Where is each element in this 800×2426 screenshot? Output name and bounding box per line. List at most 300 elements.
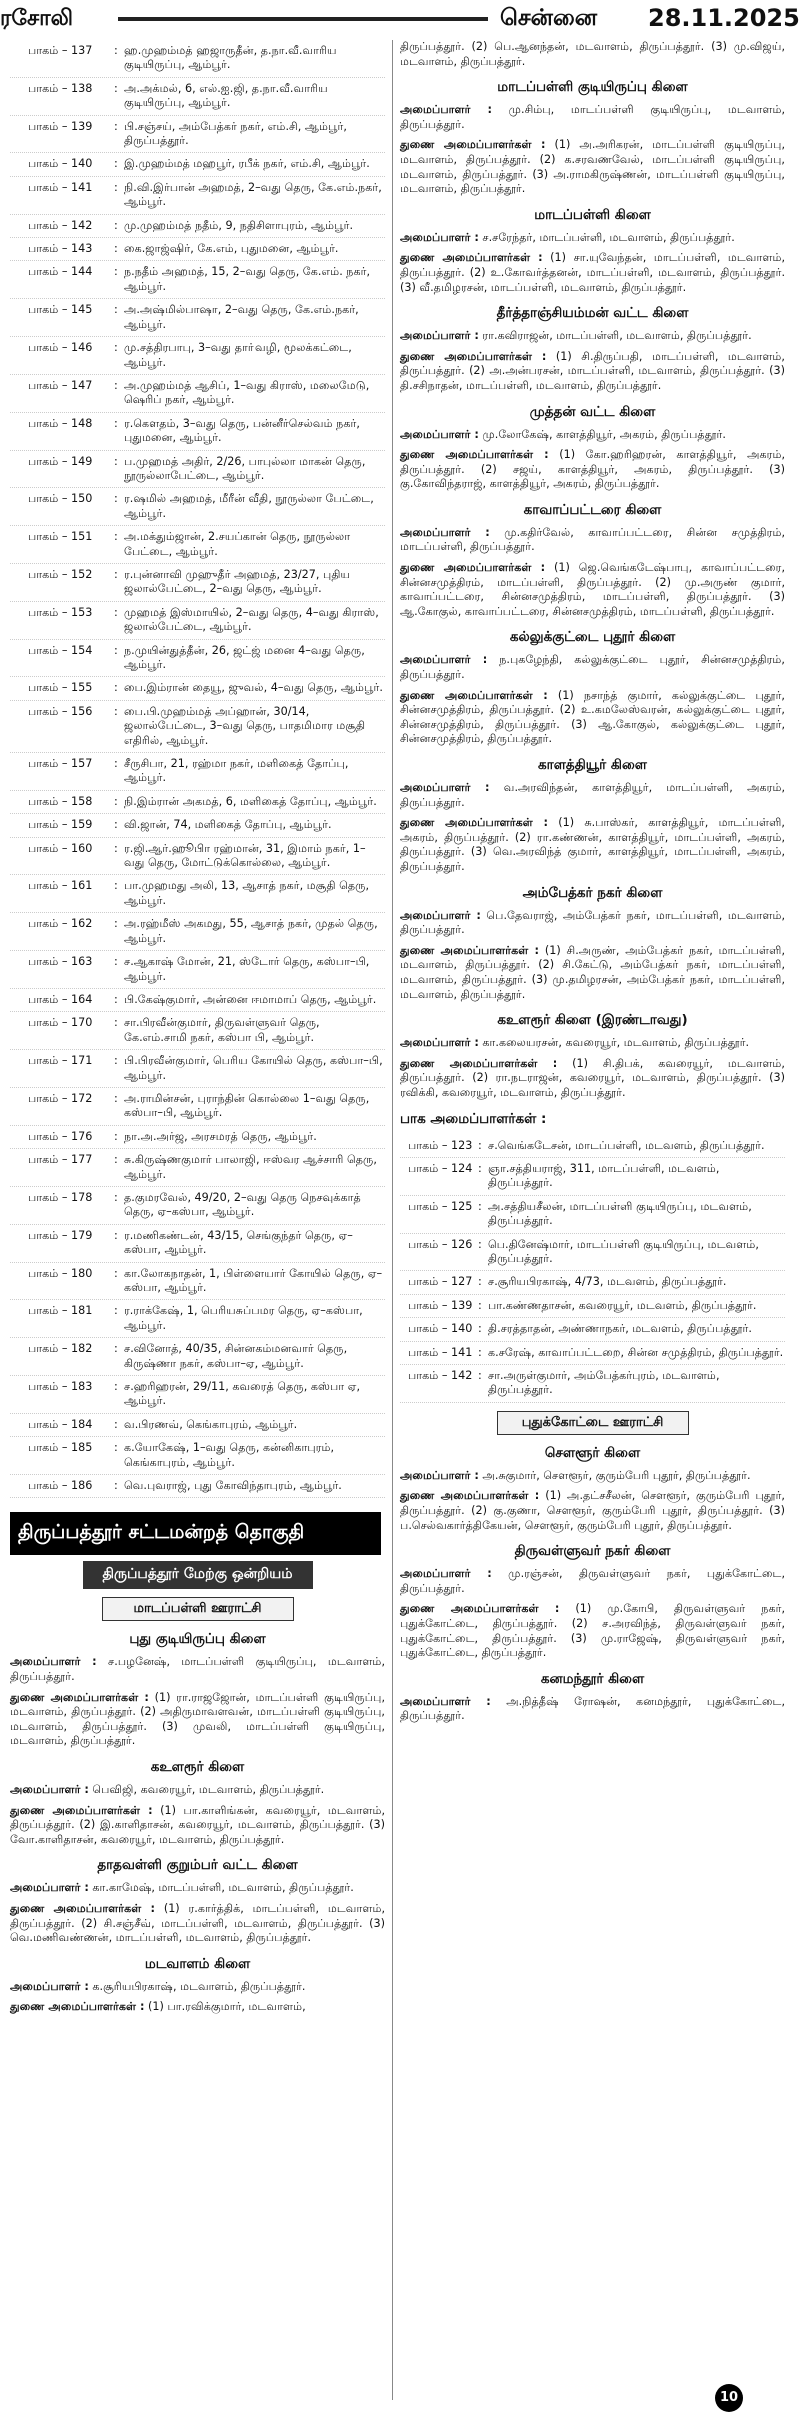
bagam-row [10, 1050, 385, 1088]
bagam-member: அ.முஹம்மத் ஆசிப், 1–வது கிராஸ், மலைமேடு, ஷெரிப் நகர், ஆம்பூர். [124, 378, 370, 407]
bagam-number: பாகம் – 157 [28, 757, 93, 771]
bagam-row [10, 488, 385, 526]
bagam-separator: : [114, 454, 118, 468]
role-members: (1) கோ.ஹரிஹரன், காளத்தியூர், அகரம், திருப்பத்தூர். (2) சஜய், காளத்தியூர், அகரம், திருப்பத்தூர். (3) கு.கோவிந்தராஜ், காளத்தியூர், அகரம், திருப்பத்தூர். [400, 448, 786, 491]
right-bagam-list [400, 1135, 785, 1403]
branch-paragraph [400, 251, 785, 295]
bagam-separator: : [478, 1298, 482, 1312]
bagam-number: பாகம் – 125 [408, 1199, 473, 1213]
branch-title: கஉளரூர் கிளை [150, 1759, 245, 1776]
bagam-member: சா.பிரவீன்குமார், திருவள்ளுவர் தெரு, கே.எம்.சாமி நகர், கஸ்பா பி, ஆம்பூர். [124, 1016, 320, 1044]
bagam-row [10, 791, 385, 814]
newspaper-name: ரசோலி [0, 6, 74, 31]
role-members: ரா.கவிராஜன், மாடப்பள்ளி, மடவாளம், திருப்பத்தூர். [478, 329, 752, 343]
bagam-separator: : [114, 44, 118, 57]
bagam-row [10, 1376, 385, 1414]
bagam-separator: : [478, 1275, 482, 1289]
bagam-number: பாகம் – 127 [408, 1275, 473, 1289]
bagam-member: ர.ஷமில் அஹமத், மீரீன் வீதி, நூருல்லா பேட்டை, ஆம்பூர். [124, 492, 374, 520]
branch-paragraph [400, 1036, 785, 1051]
role-members: அ.சுகுமார், சௌளூர், குரும்பேரி புதூர், திருப்பத்தூர். [478, 1468, 751, 1482]
bagam-row [10, 814, 385, 837]
role-label: அமைப்பாளர் : [400, 1694, 491, 1708]
bagam-number: பாகம் – 153 [28, 605, 93, 619]
bagam-separator: : [114, 1091, 118, 1105]
bagam-member: வெ.புவராஜ், புது கோவிந்தாபுரம், ஆம்பூர். [124, 1479, 342, 1493]
role-members: கா.கலையரசன், கவரையூர், மடவாளம், திருப்பத்தூர். [478, 1036, 750, 1050]
column-divider [392, 40, 393, 2400]
bagam-row [10, 1012, 385, 1050]
bagam-number: பாகம் – 140 [28, 157, 93, 171]
bagam-number: பாகம் – 186 [28, 1479, 93, 1493]
bagam-row [10, 413, 385, 451]
role-members: கா.காமேஷ், மாடப்பள்ளி, மடவாளம், திருப்பத்தூர். [88, 1881, 354, 1895]
bagam-member: பை.இம்ரான் தையூ, ஜுவல், 4–வது தெரு, ஆம்பூர். [124, 681, 383, 695]
bagam-number: பாகம் – 184 [28, 1417, 93, 1431]
bagam-number: பாகம் – 176 [28, 1129, 93, 1143]
branch-paragraph [400, 231, 785, 246]
bagam-separator: : [114, 265, 118, 279]
bagam-member: பா.கண்ணதாசன், கவரையூர், மடவளம், திருப்பத்தூர். [488, 1298, 757, 1312]
bagam-row [400, 1295, 785, 1318]
branch-title: திருவள்ளுவர் நகர் கிளை [514, 1543, 671, 1560]
bagam-number: பாகம் – 164 [28, 992, 93, 1006]
bagam-number: பாகம் – 150 [28, 492, 93, 506]
bagam-row [10, 1414, 385, 1437]
bagam-separator: : [478, 1322, 482, 1336]
bagam-separator: : [114, 879, 118, 893]
bagam-number: பாகம் – 180 [28, 1266, 93, 1280]
bagam-separator: : [114, 1054, 118, 1068]
bagam-row [10, 701, 385, 753]
bagam-separator: : [114, 1304, 118, 1318]
branch-paragraph [10, 1902, 385, 1946]
role-label: அமைப்பாளர் : [400, 781, 490, 794]
bagam-row [400, 1234, 785, 1272]
bagam-member: வ.பிரணவ், கெங்காபுரம், ஆம்பூர். [124, 1417, 298, 1431]
left-bagam-list [10, 40, 385, 1498]
role-label: துணை அமைப்பாளர்கள் : [400, 688, 548, 702]
branch-paragraph [400, 428, 785, 443]
bagam-member: சு.கிருஷ்ணகுமார் பாலாஜி, ஈஸ்வர ஆச்சாரி தெரு, ஆம்பூர். [124, 1153, 377, 1181]
branch-paragraph [400, 909, 785, 938]
bagam-number: பாகம் – 141 [408, 1345, 473, 1359]
bagam-number: பாகம் – 151 [28, 530, 93, 544]
left-column [10, 40, 385, 2021]
bagam-separator: : [114, 1479, 118, 1493]
right-branches-a [400, 79, 785, 1100]
branch-paragraph [400, 103, 785, 132]
bagam-separator: : [114, 492, 118, 506]
role-label: அமைப்பாளர் : [10, 1655, 97, 1669]
bagam-separator: : [114, 567, 118, 581]
bagam-member: கை.ஜாஜ்ஷிர், கே.எம், புதுமனை, ஆம்பூர். [124, 242, 339, 256]
branch-title: காவாப்பட்டரை கிளை [523, 501, 662, 518]
branch-paragraph [400, 1602, 785, 1660]
bagam-row [10, 177, 385, 215]
bagam-member: முஹமத் இஸ்மாயில், 2–வது தெரு, 4–வது கிராஸ், ஜலால்பேட்டை, ஆம்பூர். [124, 605, 379, 634]
bagam-member: பி.பிரவீன்குமார், பெரிய கோயில் தெரு, கஸ்பா–பி, ஆம்பூர். [124, 1054, 383, 1082]
bagam-row [10, 526, 385, 564]
bagam-number: பாகம் – 140 [408, 1322, 473, 1336]
role-members: (1) சி.அருண், அம்பேத்கர் நகர், மாடப்பள்ளி, மடவாளம், திருப்பத்தூர். (2) சி.கேட்டு, அம்பேத்கர் நகர், மாடப்பள்ளி, மடவாளம், திருப்பத்தூர். (3) மு.தமிழரசன், அம்பேத்கர் நகர், மாடப்பள்ளி, மடவாளம், திருப்பத்தூர். [400, 943, 785, 1001]
edition-date: 28.11.2025 [648, 4, 800, 32]
branch-paragraph [400, 526, 785, 555]
role-members: (1) மு.கோபி, திருவள்ளுவர் நகர், புதுக்கோட்டை, திருப்பத்தூர். (2) ச.அரவிந்த், திருவள்ளுவர் நகர், புதுக்கோட்டை, திருப்பத்தூர். (3) மு.ராஜேஷ், திருவள்ளுவர் நகர், புதுக்கோட்டை, திருப்பத்தூர். [400, 1602, 786, 1660]
bagam-row [10, 116, 385, 154]
branch-title: தாதவள்ளி குறும்பர் வட்ட கிளை [97, 1857, 298, 1874]
bagam-number: பாகம் – 148 [28, 416, 93, 430]
role-members: ச.சரேந்தர், மாடப்பள்ளி, மடவாளம், திருப்பத்தூர். [478, 230, 735, 244]
bagam-separator: : [114, 157, 118, 171]
bagam-separator: : [114, 1153, 118, 1167]
role-members: மு.ரஞ்சன், திருவள்ளுவர் நகர், புதுக்கோட்டை, திருப்பத்தூர். [400, 1567, 786, 1595]
bagam-row [10, 564, 385, 602]
bagam-number: பாகம் – 163 [28, 955, 93, 969]
bagam-separator: : [114, 704, 118, 718]
panchayat-label-2: புதுக்கோட்டை ஊராட்சி [497, 1411, 689, 1435]
bagam-number: பாகம் – 160 [28, 841, 93, 855]
bagam-number: பாகம் – 155 [28, 681, 93, 695]
bagam-number: பாகம் – 142 [408, 1368, 473, 1382]
branch-title: சௌளூர் கிளை [544, 1444, 641, 1461]
bagam-number: பாகம் – 183 [28, 1380, 93, 1394]
page-header [0, 0, 800, 38]
role-members: (1) பா.காளிங்கன், கவரையூர், மடவாளம், திருப்பத்தூர். (2) இ.காளிதாசன், கவரையூர், மடவாளம், திருப்பத்தூர். (3) வோ.காளிதாசன், கவரையூர், மடவாளம், திருப்பத்தூர். [10, 1803, 385, 1846]
bagam-member: க.சரேஷ், காவாப்பட்டறை, சின்ன சமுத்திரம், திருப்பத்தூர். [488, 1345, 784, 1359]
bagam-row [10, 1437, 385, 1475]
right-column [400, 40, 785, 1730]
role-label: அமைப்பாளர் : [400, 525, 490, 539]
bagam-separator: : [114, 794, 118, 808]
bagam-row [10, 40, 385, 78]
bagam-row [10, 153, 385, 176]
branch-title: காளத்தியூர் கிளை [538, 757, 647, 773]
bagam-member: பெ.தினேஷ்மார், மாடப்பள்ளி குடியிருப்பு, மடவளம், திருப்பத்தூர். [488, 1237, 759, 1265]
role-members: அ.நித்தீஷ் ரோஷன், கனமந்தூர், புதுக்கோட்டை, திருப்பத்தூர். [400, 1694, 785, 1723]
bagam-member: ச.வினோத், 40/35, சின்னகம்மனவார் தெரு, கிருஷ்ணா நகர், கஸ்பா–ஏ, ஆம்பூர். [124, 1342, 348, 1370]
branch-paragraph [10, 1980, 385, 1995]
branch-title: மாடப்பள்ளி கிளை [534, 206, 651, 223]
left-branches [10, 1631, 385, 2015]
bagam-row [10, 1475, 385, 1498]
bagam-member: த.குமரவேல், 49/20, 2–வது தெரு நெசவுக்காத் தெரு, ஏ–கஸ்பா, ஆம்பூர். [124, 1190, 361, 1219]
role-members: (1) ர.கார்த்திக், மாடப்பள்ளி, மடவாளம், திருப்பத்தூர். (2) சி.சஞ்சீவ், மாடப்பள்ளி, மடவாளம், திருப்பத்தூர். (3) வெ.மணிவண்ணன், மாடப்பள்ளி, மடவாளம், திருப்பத்தூர். [10, 1902, 385, 1945]
branch-paragraph [400, 653, 785, 682]
role-members: வ.அரவிந்தன், காளத்தியூர், மாடப்பள்ளி, அகரம், திருப்பத்தூர். [400, 781, 786, 809]
bagam-member: அ.மக்தும்ஜான், 2.சயப்கான் தெரு, நூருல்லா பேட்டை, ஆம்பூர். [124, 530, 351, 558]
bagam-separator: : [114, 1190, 118, 1204]
role-label: துணை அமைப்பாளர்கள் : [10, 2000, 145, 2014]
bagam-member: ப.முஹமத் அதிர், 2/26, பாபுல்லா மாகன் தெரு, நூருல்லாபேட்டை, ஆம்பூர். [124, 454, 366, 482]
bagam-member: ஞா.சத்தியராஜ், 311, மாடப்பள்ளி, மடவளம், திருப்பத்தூர். [488, 1161, 720, 1190]
bagam-member: க.யோகேஷ், 1–வது தெரு, கன்னிகாபுரம், கெங்காபுரம், ஆம்பூர். [124, 1441, 335, 1469]
bagam-number: பாகம் – 142 [28, 218, 93, 232]
union-banner: திருப்பத்தூர் மேற்கு ஒன்றியம் [83, 1561, 313, 1589]
role-label: அமைப்பாளர் : [10, 1979, 89, 1993]
branch-title: அம்பேத்கர் நகர் கிளை [522, 884, 663, 901]
role-label: துணை அமைப்பாளர்கள் : [10, 1803, 153, 1817]
bagam-row [10, 677, 385, 700]
role-label: துணை அமைப்பாளர்கள் : [10, 1690, 149, 1704]
bagam-separator: : [114, 1417, 118, 1431]
bagam-number: பாகம் – 182 [28, 1342, 93, 1356]
bagam-member: வி.ஜான், 74, மளிகைத் தோப்பு, ஆம்பூர். [124, 818, 332, 832]
bagam-number: பாகம் – 126 [408, 1237, 473, 1251]
bagam-row [10, 261, 385, 299]
branch-paragraph [400, 1057, 785, 1101]
bagam-separator: : [114, 378, 118, 392]
bagam-separator: : [114, 818, 118, 832]
bagam-separator: : [114, 681, 118, 695]
branch-title: கஉளரூர் கிளை (இரண்டாவது) [497, 1012, 688, 1029]
right-branches-b [400, 1445, 785, 1724]
bagam-row [10, 875, 385, 913]
role-members: (1) அ.தட்சசீலன், சௌளூர், குரும்பேரி புதூர், திருப்பத்தூர். (2) கு.குணா, சௌளூர், குரும்பேரி புதூர், திருப்பத்தூர். (3) ப.செல்வகார்த்திகேயன், சௌளூர், குரும்பேரி புதூர், திருப்பத்தூர். [400, 1489, 785, 1532]
role-label: துணை அமைப்பாளர்கள் : [400, 816, 548, 830]
bagam-member: ஹ.முஹம்மத் ஹஜாருதீன், த.நா.வீ.வாரிய குடியிருப்பு, ஆம்பூர். [124, 44, 337, 72]
bagam-row [10, 451, 385, 489]
bagam-number: பாகம் – 147 [28, 378, 93, 392]
bagam-row [10, 913, 385, 951]
bagam-row [400, 1365, 785, 1403]
bagam-number: பாகம் – 158 [28, 794, 93, 808]
role-members: மு.லோகேஷ், காளத்தியூர், அகரம், திருப்பத்தூர். [478, 427, 726, 441]
bagam-number: பாகம் – 170 [28, 1016, 93, 1030]
bagam-separator: : [114, 1228, 118, 1242]
bagam-member: அ.அஷ்மில்பாஷா, 2–வது தெரு, கே.எம்.நகர், ஆம்பூர். [124, 303, 359, 331]
bagam-number: பாகம் – 149 [28, 454, 93, 468]
bagam-member: ர.புன்னாவி முஹுதீர் அஹமத், 23/27, புதிய ஜலால்பேட்டை, 2–வது தெரு, ஆம்பூர். [124, 567, 351, 596]
branch-paragraph [10, 2000, 385, 2015]
bagam-row [400, 1318, 785, 1341]
bagam-separator: : [114, 841, 118, 855]
bagam-number: பாகம் – 185 [28, 1441, 93, 1455]
bagam-number: பாகம் – 179 [28, 1228, 93, 1242]
bagam-number: பாகம் – 172 [28, 1091, 93, 1105]
bagam-row [10, 753, 385, 791]
constituency-banner: திருப்பத்தூர் சட்டமன்றத் தொகுதி [10, 1512, 381, 1555]
bagam-row [10, 299, 385, 337]
bagam-separator: : [114, 119, 118, 133]
role-label: அமைப்பாளர் : [400, 908, 481, 922]
bagam-number: பாகம் – 139 [28, 119, 93, 133]
role-label: அமைப்பாளர் : [400, 653, 488, 667]
bagam-separator: : [478, 1368, 482, 1382]
bagam-separator: : [114, 1380, 118, 1394]
bagam-row [400, 1196, 785, 1234]
branch-paragraph [10, 1804, 385, 1848]
bagam-separator: : [114, 1342, 118, 1356]
role-members: (1) ஜெ.வெங்கடேஷ்பாபு, காவாப்பட்டரை, சின்னசமுத்திரம், மாடப்பள்ளி, திருப்பத்தூர். (2) மு.அருண் குமார், காவாப்பட்டரை, சின்னசமுத்திரம், மாடப்பள்ளி, திருப்பத்தூர். (3) ஆ.கோகுல், காவாப்பட்டரை, சின்னசமுத்திரம், மாடப்பள்ளி, திருப்பத்தூர். [400, 561, 785, 618]
branch-paragraph [400, 561, 785, 619]
bagam-separator: : [114, 303, 118, 317]
branch-paragraph [400, 1695, 785, 1724]
bagam-member: ச.வெங்கடேசன், மாடப்பள்ளி, மடவளம், திருப்பத்தூர். [488, 1138, 765, 1152]
bagam-number: பாகம் – 141 [28, 180, 93, 194]
bagam-number: பாகம் – 143 [28, 242, 93, 256]
branch-title: தீர்த்தாஞ்சியம்மன் வட்ட கிளை [496, 305, 689, 322]
bagam-member: இ.முஹம்மத் மஹபூர், ரபீக் நகர், எம்.சி, ஆம்பூர். [124, 157, 370, 171]
bagam-separator: : [114, 605, 118, 619]
bagam-member: மு.சத்திரபாபு, 3–வது தாா்வழி, மூலக்கட்டை, ஆம்பூர். [124, 341, 352, 369]
branch-paragraph [400, 138, 785, 196]
bagam-member: பா.முஹமது அலி, 13, ஆசாத் நகர், மசூதி தெரு, ஆம்பூர். [124, 879, 370, 907]
bagam-number: பாகம் – 177 [28, 1153, 93, 1167]
role-label: அமைப்பாளர் : [400, 230, 479, 244]
bagam-separator: : [478, 1237, 482, 1251]
bagam-member: ச.ஆகாஷ் மோன், 21, ஸ்டோர் தெரு, கஸ்பா–பி, ஆம்பூர். [124, 955, 370, 983]
bagam-number: பாகம் – 144 [28, 265, 93, 279]
bagam-number: பாகம் – 181 [28, 1304, 93, 1318]
bagam-separator: : [114, 530, 118, 544]
role-label: அமைப்பாளர் : [400, 1468, 479, 1482]
role-members: மு.சிம்பு, மாடப்பள்ளி குடியிருப்பு, மடவாளம், திருப்பத்தூர். [400, 103, 785, 131]
branch-paragraph [400, 1469, 785, 1484]
bagam-number: பாகம் – 178 [28, 1190, 93, 1204]
bagam-member: ர.ஜி.ஆர்.ஹூபிா ரஹ்மான், 31, இமாம் நகர், 1–வது தெரு, மோட்டுக்கொல்லை, ஆம்பூர். [124, 841, 366, 870]
bagam-row [10, 1088, 385, 1126]
bagam-separator: : [114, 1266, 118, 1280]
role-label: அமைப்பாளர் : [10, 1783, 89, 1797]
bagam-number: பாகம் – 171 [28, 1054, 93, 1068]
role-label: துணை அமைப்பாளர்கள் : [400, 943, 540, 957]
bagam-number: பாகம் – 162 [28, 917, 93, 931]
bagam-separator: : [478, 1199, 482, 1213]
bagam-separator: : [478, 1138, 482, 1152]
branch-paragraph [400, 816, 785, 874]
edition-city: சென்னை [500, 5, 598, 31]
bagam-row [400, 1271, 785, 1294]
bagam-member: ந.முயின்துத்தீன், 26, ஜட்ஜ் மனை 4–வது தெரு, ஆம்பூர். [124, 643, 365, 671]
branch-paragraph [10, 1655, 385, 1684]
branch-paragraph [400, 1489, 785, 1533]
bagam-member: சா.அருள்குமார், அம்பேத்கர்புரம், மடவாளம், திருப்பத்தூர். [488, 1368, 720, 1397]
bagam-member: அ.அக்மல், 6, எல்.ஐ.ஜி, த.நா.வீ.வாரிய குடியிருப்பு, ஆம்பூர். [124, 81, 328, 110]
role-label: துணை அமைப்பாளர்கள் : [10, 1902, 156, 1915]
bagam-member: அ.ரஹ்மீஸ் அகமது, 55, ஆசாத் நகர், முதல் தெரு, ஆம்பூர். [124, 917, 378, 945]
bagam-row [10, 1263, 385, 1301]
role-label: துணை அமைப்பாளர்கள் : [400, 251, 543, 265]
bagam-row [10, 1126, 385, 1149]
bagam-member: நா.அ.அர்ஜ, அரசமரத் தெரு, ஆம்பூர். [124, 1129, 317, 1143]
role-label: துணை அமைப்பாளர்கள் : [400, 448, 549, 462]
bagam-member: அ.ராமின்சன், புராந்தின் கொல்லை 1–வது தெரு, கஸ்பா–பி, ஆம்பூர். [124, 1091, 370, 1120]
bagam-separator: : [114, 1129, 118, 1143]
branch-title: கனமந்தூர் கிளை [540, 1670, 645, 1687]
branch-title: புது குடியிருப்பு கிளை [129, 1631, 266, 1648]
branch-title: மாடப்பள்ளி குடியிருப்பு கிளை [497, 79, 688, 96]
role-label: அமைப்பாளர் : [400, 103, 492, 117]
role-label: அமைப்பாளர் : [400, 329, 479, 343]
bagam-separator: : [114, 180, 118, 194]
bagam-row [10, 640, 385, 678]
bagam-number: பாகம் – 152 [28, 567, 93, 581]
bagam-member: அ.சத்தியசீலன், மாடப்பள்ளி குடியிருப்பு, மடவளம், திருப்பத்தூர். [488, 1199, 752, 1228]
bagam-member: தி.சரத்தாதன், அண்ணாநகர், மடவளம், திருப்பத்தூர். [488, 1322, 752, 1336]
bagam-row [10, 375, 385, 413]
branch-paragraph [400, 448, 785, 492]
bagam-separator: : [478, 1345, 482, 1359]
bagam-row [10, 215, 385, 238]
bagam-row [10, 989, 385, 1012]
role-members: மு.கதிர்வேல், காவாப்பட்டரை, சின்ன சமுத்திரம், மாடப்பள்ளி, திருப்பத்தூர். [400, 525, 785, 554]
bagam-member: பை.பி.முஹம்மத் அப்ஹான், 30/14, ஜலால்பேட்டை, 3–வது தெரு, பாதமிமார மசூதி எதிரில், ஆம்பூர். [124, 704, 366, 747]
bagam-separator: : [114, 242, 118, 256]
role-label: துணை அமைப்பாளர்கள் : [400, 1489, 540, 1503]
role-label: துணை அமைப்பாளர்கள் : [400, 349, 547, 363]
branch-paragraph [400, 944, 785, 1002]
branch-paragraph [10, 1691, 385, 1749]
branch-paragraph [400, 350, 785, 394]
bagam-number: பாகம் – 139 [408, 1298, 473, 1312]
bagam-row [10, 1149, 385, 1187]
bagam-member: பி.கேஷ்குமார், அன்னை ஈமாமாப் தெரு, ஆம்பூர். [124, 992, 377, 1006]
bagam-separator: : [114, 757, 118, 771]
bagam-member: ர.ராக்கேஷ், 1, பெரியசுப்பமர தெரு, ஏ–கஸ்பா, ஆம்பூர். [124, 1304, 363, 1332]
bagam-member: ச.ஹரிஹரன், 29/11, கவரைத் தெரு, கஸ்பா ஏ, ஆம்பூர். [124, 1380, 361, 1408]
role-members: (1) பா.ரவிக்குமார், மடவாளம், [144, 2000, 306, 2014]
branch-paragraph [400, 781, 785, 810]
role-label: துணை அமைப்பாளர்கள் : [400, 138, 546, 152]
role-members: ந.புகழேந்தி, கல்லுக்குட்டை புதூர், சின்னசமுத்திரம், திருப்பத்தூர். [400, 653, 785, 682]
branch-paragraph [400, 689, 785, 747]
bagam-separator: : [114, 992, 118, 1006]
role-members: (1) நசாந்த் குமார், கல்லுக்குட்டை புதூர், சின்னசமுத்திரம், திருப்பத்தூர். (2) உ.கமலேஸ்வரன், கல்லுக்குட்டை புதூர், சின்னசமுத்திரம், திருப்பத்தூர். (3) ஆ.கோகுல், கல்லுக்குட்டை புதூர், சின்னசமுத்திரம், திருப்பத்தூர். [400, 688, 785, 746]
role-members: (1) சு.பாஸ்கர், காளத்தியூர், மாடப்பள்ளி, அகரம், திருப்பத்தூர். (2) ரா.கண்ணன், காளத்தியூர், மாடப்பள்ளி, அகரம், திருப்பத்தூர். (3) வெ.அரவிந்த் குமார், காளத்தியூர், மாடப்பள்ளி, அகரம், திருப்பத்தூர். [400, 816, 785, 873]
bagam-member: ர.மணிகண்டன், 43/15, செங்குந்தர் தெரு, ஏ–கஸ்பா, ஆம்பூர். [124, 1228, 353, 1257]
bagam-separator: : [114, 917, 118, 931]
role-members: (1) ரா.ராஜஜோன், மாடப்பள்ளி குடியிருப்பு, மடவாளம், திருப்பத்தூர். (2) அதிருமாவளவன், மாடப்பள்ளி குடியிருப்பு, மடவாளம், திருப்பத்தூர். (3) முவலி, மாடப்பள்ளி குடியிருப்பு, மடவாளம், திருப்பத்தூர். [10, 1690, 385, 1748]
bagam-member: ச.சூரியபிரகாஷ், 4/73, மடவளம், திருப்பத்தூர். [488, 1275, 727, 1289]
baga-heading: பாக அமைப்பாளர்கள் : [400, 1110, 547, 1127]
bagam-number: பாகம் – 123 [408, 1138, 473, 1152]
bagam-row [10, 1300, 385, 1338]
bagam-row [10, 337, 385, 375]
bagam-separator: : [114, 341, 118, 355]
bagam-separator: : [114, 218, 118, 232]
bagam-row [10, 602, 385, 640]
role-label: துணை அமைப்பாளர்கள் : [400, 1056, 558, 1070]
branch-title: முத்தன் வட்ட கிளை [529, 403, 656, 420]
role-members: பெவிஜி, கவரையூர், மடவாளம், திருப்பத்தூர். [88, 1783, 325, 1797]
panchayat-label: மாடப்பள்ளி ஊராட்சி [102, 1597, 294, 1621]
role-members: (1) சி.திருப்பதி, மாடப்பள்ளி, மடவாளம், திருப்பத்தூர். (2) அ.அன்பரசன், மாடப்பள்ளி, மடவாளம், திருப்பத்தூர். (3) தி.சசிநாதன், மாடப்பள்ளி, மடவாளம், திருப்பத்தூர். [400, 349, 785, 392]
bagam-number: பாகம் – 161 [28, 879, 93, 893]
page-number: 10 [715, 2384, 743, 2412]
branch-paragraph [10, 1881, 385, 1896]
bagam-member: நி.இம்ரான் அகமத், 6, மளிகைத் தோப்பு, ஆம்பூர். [124, 794, 377, 808]
bagam-separator: : [114, 81, 118, 95]
role-label: துணை அமைப்பாளர்கள் : [400, 1602, 560, 1616]
bagam-member: கா.லோகநாதன், 1, பிள்ளையார் கோயில் தெரு, ஏ–கஸ்பா, ஆம்பூர். [124, 1266, 383, 1294]
branch-title: மடவாளம் கிளை [144, 1955, 251, 1972]
bagam-separator: : [114, 1441, 118, 1455]
role-members: ச.பழனேஷ், மாடப்பள்ளி குடியிருப்பு, மடவாளம், திருப்பத்தூர். [10, 1655, 385, 1684]
bagam-row [10, 238, 385, 261]
role-label: அமைப்பாளர் : [10, 1881, 89, 1895]
bagam-separator: : [114, 416, 118, 430]
branch-paragraph [400, 329, 785, 344]
bagam-number: பாகம் – 146 [28, 341, 93, 355]
bagam-number: பாகம் – 137 [28, 44, 93, 57]
branch-paragraph [400, 1567, 785, 1596]
bagam-number: பாகம் – 124 [408, 1161, 473, 1175]
bagam-member: ந.நதீம் அஹமத், 15, 2–வது தெரு, கே.எம். நகர், ஆம்பூர். [124, 265, 371, 293]
bagam-number: பாகம் – 154 [28, 643, 93, 657]
bagam-member: பி.சஞ்சய், அம்பேத்கர் நகர், எம்.சி, ஆம்பூர், திருப்பத்தூர். [124, 119, 347, 148]
bagam-separator: : [114, 955, 118, 969]
